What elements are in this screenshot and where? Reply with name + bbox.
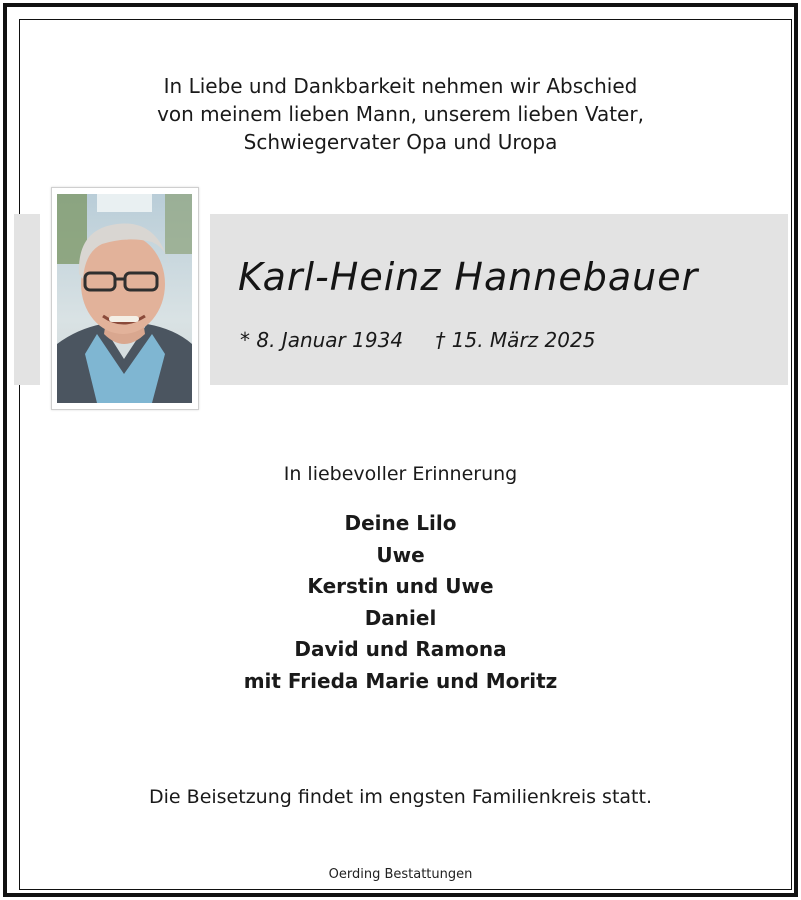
undertaker-name: Oerding Bestattungen [328,867,473,882]
portrait-photo [57,194,192,403]
deceased-name: Karl-Heinz Hannebauer [238,255,699,299]
mourners-list [0,508,801,698]
gray-band-left [14,214,40,385]
mourner-name: Daniel [364,605,437,630]
memory-line: In liebevoller Erinnerung [283,463,518,485]
mourner-name: mit Frieda Marie und Moritz [243,668,558,693]
mourner-name: Uwe [376,542,425,567]
intro-line: von meinem lieben Mann, unserem lieben Vater, [157,102,644,126]
intro-line: Schwiegervater Opa und Uropa [243,130,558,154]
photo-foliage [165,194,192,254]
life-dates [240,325,780,355]
mourner-name: Kerstin und Uwe [307,574,494,599]
birth-date: * 8. Januar 1934 [240,328,404,352]
mourner-name: Deine Lilo [344,511,457,535]
death-date: † 15. März 2025 [435,328,596,352]
photo-teeth [109,316,139,322]
intro-line: In Liebe und Dankbarkeit nehmen wir Abschied [163,74,638,98]
burial-note: Die Beisetzung findet im engsten Familienkreis statt. [149,786,652,808]
mourner-name: David und Ramona [294,637,507,662]
photo-window [97,194,152,212]
portrait-photo-frame [51,187,199,410]
intro-text [0,72,801,156]
